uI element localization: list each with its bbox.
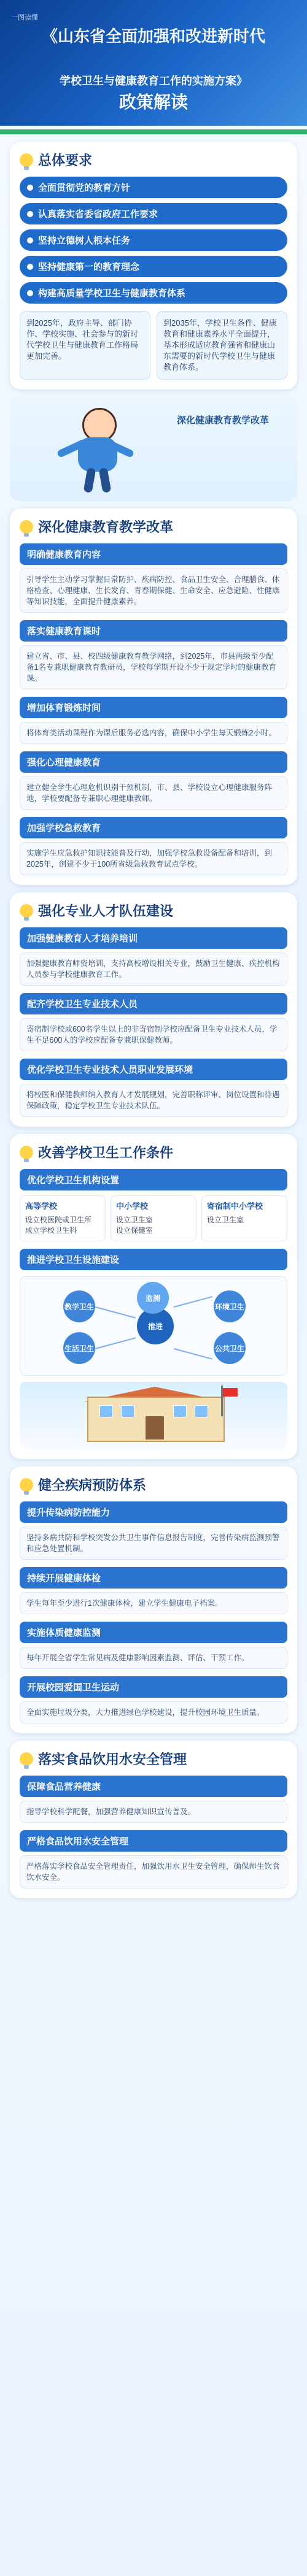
education-illustration xyxy=(10,397,297,501)
section-title xyxy=(20,517,287,536)
lightbulb-icon xyxy=(20,520,33,534)
module-content xyxy=(20,927,287,986)
section-title xyxy=(20,150,287,169)
module-content xyxy=(20,1249,287,1449)
disease-prevention-section xyxy=(10,1466,297,1733)
student-leg-right-icon xyxy=(99,467,112,493)
module-text: 建立省、市、县、校四级健康教育教学网络，到2025年，市县两级至少配备1名专兼职健康教育教研员，学校每学期开设不少于规定学时的健康教育课。 xyxy=(20,645,287,689)
module-text: 实施学生应急救护知识技能普及行动，加强学校急救设备配备和培训，到2025年，创建不少于100所省级急救教育试点学校。 xyxy=(20,842,287,875)
bullet-icon xyxy=(27,185,33,191)
module-content xyxy=(20,1776,287,1823)
module-text: 严格落实学校食品安全管理责任，加强饮用水卫生安全管理，确保师生饮食饮水安全。 xyxy=(20,1855,287,1888)
requirement-item-5: 构建高质量学校卫生与健康教育体系 xyxy=(20,282,287,304)
page-subtitle: 学校卫生与健康教育工作的实施方案》 xyxy=(60,75,247,87)
module-title: 落实健康教育课时 xyxy=(20,620,287,642)
teaching-hygiene-node: 教学卫生 xyxy=(63,1290,95,1322)
section-title xyxy=(20,901,287,920)
diagram-line xyxy=(95,1306,136,1319)
module-content xyxy=(20,751,287,810)
flag-icon xyxy=(221,1386,223,1416)
column-line: 设立卫生室 xyxy=(207,1216,244,1224)
module-text: 全面实施垃圾分类，大力推进绿色学校建设，提升校园环境卫生质量。 xyxy=(20,1701,287,1723)
column-boarding-school xyxy=(201,1195,287,1241)
section-title xyxy=(20,1475,287,1494)
requirement-item-4: 坚持健康第一的教育理念 xyxy=(20,256,287,277)
lightbulb-icon xyxy=(20,153,33,167)
module-title: 推进学校卫生设施建设 xyxy=(20,1249,287,1270)
module-content xyxy=(20,1622,287,1669)
module-title: 开展校园爱国卫生运动 xyxy=(20,1676,287,1698)
module-text: 建立健全学生心理危机识别干预机制，市、县、学校设立心理健康服务阵地，学校要配备专兼职心理健康教师。 xyxy=(20,776,287,810)
page-title: 《山东省全面加强和改进新时代 xyxy=(41,27,265,45)
diagram-line xyxy=(174,1296,212,1308)
module-title: 明确健康教育内容 xyxy=(20,543,287,565)
module-content xyxy=(20,697,287,744)
bullet-icon xyxy=(27,237,33,243)
lightbulb-icon xyxy=(20,1478,33,1492)
module-title: 优化学校卫生专业技术人员职业发展环境 xyxy=(20,1059,287,1080)
section-title-text: 总体要求 xyxy=(38,153,93,168)
column-title: 高等学校 xyxy=(25,1202,58,1211)
monitoring-node: 监测 xyxy=(137,1282,169,1314)
column-higher-education xyxy=(20,1195,106,1241)
requirements-list xyxy=(20,177,287,304)
health-education-section xyxy=(10,508,297,885)
door-icon xyxy=(146,1416,164,1439)
module-text: 每年开展全省学生常见病及健康影响因素监测、评估、干预工作。 xyxy=(20,1647,287,1669)
module-content xyxy=(20,1830,287,1888)
student-figure-icon xyxy=(64,408,131,494)
module-title: 严格食品饮用水安全管理 xyxy=(20,1830,287,1852)
section-title-text: 强化专业人才队伍建设 xyxy=(38,903,174,919)
bullet-icon xyxy=(27,211,33,217)
public-health-node: 公共卫生 xyxy=(214,1332,246,1364)
lightbulb-icon xyxy=(20,1752,33,1766)
requirement-item-2: 认真落实省委省政府工作要求 xyxy=(20,203,287,224)
module-content xyxy=(20,1567,287,1614)
conditions-section xyxy=(10,1134,297,1459)
bullet-icon xyxy=(27,290,33,296)
module-title: 实施体质健康监测 xyxy=(20,1622,287,1643)
column-line: 成立学校卫生科 xyxy=(25,1226,77,1235)
window-icon xyxy=(173,1405,187,1417)
window-icon xyxy=(99,1405,113,1417)
module-title: 加强学校急救教育 xyxy=(20,817,287,838)
goal-card-2035: 到2035年，学校卫生条件、健康教育和健康素养水平全面提升，基本形成适应教育强省和健康山东需要的新时代学校卫生与健康教育体系。 xyxy=(157,311,287,380)
module-title: 持续开展健康体检 xyxy=(20,1567,287,1589)
column-title: 寄宿制中小学校 xyxy=(207,1202,263,1211)
module-title: 加强健康教育人才培养培训 xyxy=(20,927,287,949)
section-title-text: 改善学校卫生工作条件 xyxy=(38,1145,174,1160)
module-title: 保障食品营养健康 xyxy=(20,1776,287,1797)
module-title: 提升传染病防控能力 xyxy=(20,1501,287,1523)
module-content xyxy=(20,620,287,689)
section-title xyxy=(20,1143,287,1162)
column-line: 设立校医院或卫生所 xyxy=(25,1216,92,1224)
module-content xyxy=(20,1059,287,1117)
module-content xyxy=(20,1169,287,1241)
requirement-item-3: 坚持立德树人根本任务 xyxy=(20,229,287,251)
module-content xyxy=(20,1501,287,1560)
lightbulb-icon xyxy=(20,1146,33,1159)
module-content xyxy=(20,817,287,875)
food-water-safety-section xyxy=(10,1741,297,1898)
goals-cards xyxy=(20,311,287,380)
goal-card-2025: 到2025年，政府主导、部门协作、学校实施、社会参与的新时代学校卫生与健康教育工作格局更加完善。 xyxy=(20,311,150,380)
facility-columns xyxy=(20,1195,287,1241)
hero-caption: 深化健康教育教学改革 xyxy=(177,415,270,426)
green-divider xyxy=(0,129,307,134)
overall-requirements-section xyxy=(10,142,297,389)
requirement-item-1: 全面贯彻党的教育方针 xyxy=(20,177,287,198)
bullet-icon xyxy=(27,264,33,270)
module-text: 指导学校科学配餐，加强营养健康知识宣传普及。 xyxy=(20,1801,287,1823)
environment-hygiene-node: 环境卫生 xyxy=(214,1290,246,1322)
module-title: 增加体育锻炼时间 xyxy=(20,697,287,718)
window-icon xyxy=(195,1405,208,1417)
column-line: 设立保健室 xyxy=(116,1226,154,1235)
section-title-text: 健全疾病预防体系 xyxy=(38,1478,147,1493)
module-title: 配齐学校卫生专业技术人员 xyxy=(20,993,287,1014)
module-title: 强化心理健康教育 xyxy=(20,751,287,773)
center-node: 推进 xyxy=(137,1308,174,1344)
module-text: 加强健康教育师资培训，支持高校增设相关专业，鼓励卫生健康、疾控机构人员参与学校健康教育工作。 xyxy=(20,953,287,986)
kicker-text: 一图读懂 xyxy=(11,14,38,21)
window-icon xyxy=(121,1405,134,1417)
module-text: 坚持多病共防和学校突发公共卫生事件信息报告制度，完善传染病监测预警和应急处置机制。 xyxy=(20,1527,287,1560)
column-primary-secondary xyxy=(111,1195,196,1241)
page-header xyxy=(0,0,307,126)
section-title-text: 深化健康教育教学改革 xyxy=(38,519,174,535)
module-text: 引导学生主动学习掌握日常防护、疾病防控、食品卫生安全、合理膳食、体格检查、心理健康、生长发育、青春期保健、生命安全、应急避险、性健康等知识技能，全面提升健康素养。 xyxy=(20,569,287,613)
lightbulb-icon xyxy=(20,904,33,918)
module-title: 优化学校卫生机构设置 xyxy=(20,1169,287,1190)
policy-interpretation-label: 政策解读 xyxy=(119,93,188,112)
section-title-text: 落实食品饮用水安全管理 xyxy=(38,1752,187,1767)
module-content xyxy=(20,543,287,613)
diagram-line xyxy=(95,1337,136,1349)
diagram-line xyxy=(174,1348,212,1360)
module-content xyxy=(20,993,287,1051)
living-hygiene-node: 生活卫生 xyxy=(63,1332,95,1364)
facility-diagram xyxy=(20,1276,287,1376)
module-text: 将校医和保健教师纳入教育人才发展规划，完善职称评审、岗位设置和待遇保障政策，稳定学校卫生专业技术队伍。 xyxy=(20,1084,287,1117)
module-content xyxy=(20,1676,287,1723)
module-text: 寄宿制学校或600名学生以上的非寄宿制学校应配备卫生专业技术人员，学生不足600人的学校应配备专兼职保健教师。 xyxy=(20,1018,287,1051)
talent-section xyxy=(10,892,297,1127)
module-text: 将体育类活动课程作为课后服务必选内容，确保中小学生每天锻炼2小时。 xyxy=(20,722,287,744)
student-leg-left-icon xyxy=(84,467,96,493)
column-title: 中小学校 xyxy=(116,1202,149,1211)
school-illustration xyxy=(20,1382,287,1449)
column-line: 设立卫生室 xyxy=(116,1216,154,1224)
module-text: 学生每年至少进行1次健康体检，建立学生健康电子档案。 xyxy=(20,1592,287,1614)
section-title xyxy=(20,1749,287,1768)
